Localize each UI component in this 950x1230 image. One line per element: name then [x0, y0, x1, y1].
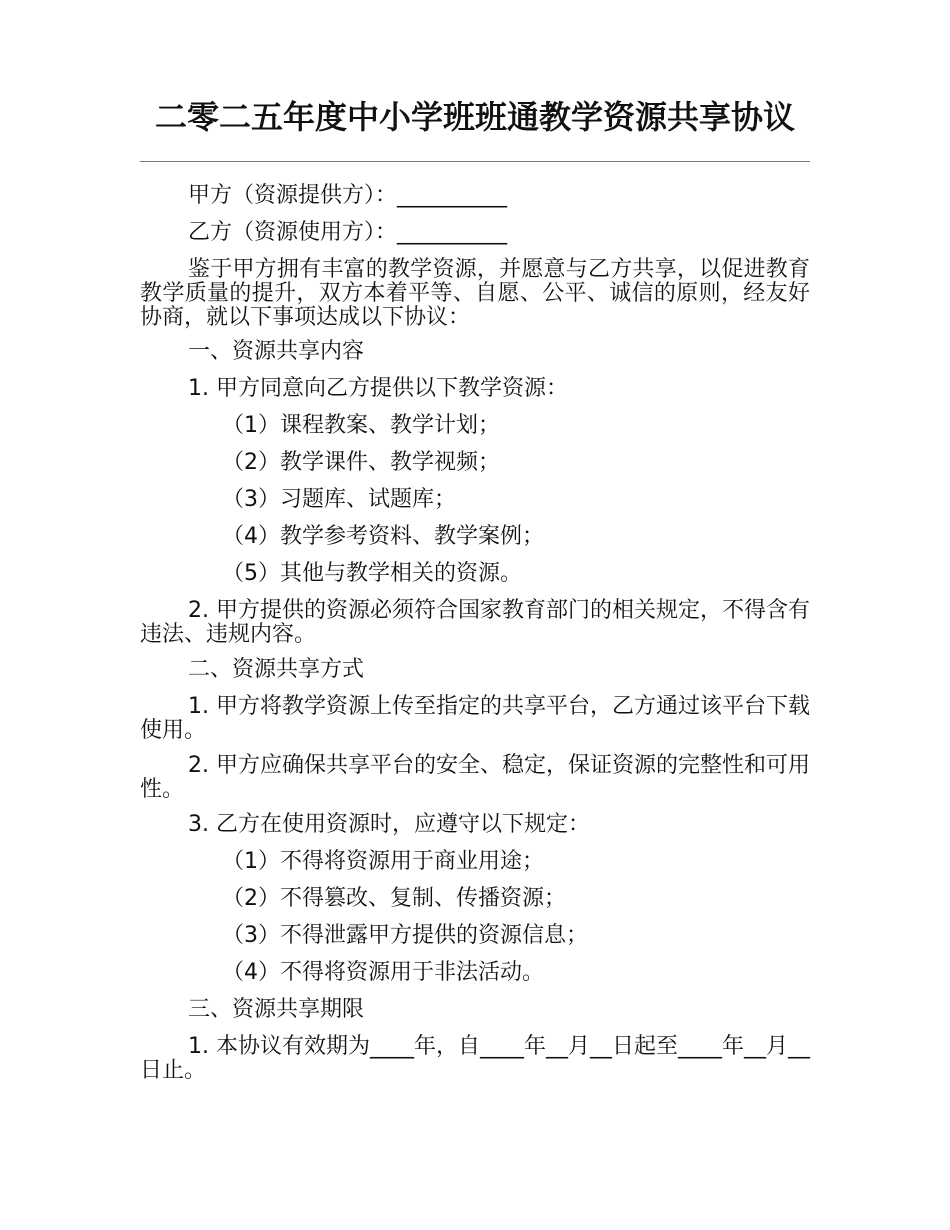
section-1-sub-item: （1）课程教案、教学计划；	[222, 413, 500, 438]
section-1-sub-item: （5）其他与教学相关的资源。	[222, 561, 522, 586]
section-2-item-2: 2. 甲方应确保共享平台的安全、稳定，保证资源的完整性和可用性。	[140, 753, 810, 802]
section-3-item-1: 1. 本协议有效期为____年，自____年__月__日起至____年__月__日止。	[140, 1034, 810, 1083]
section-2-sub-item: （3）不得泄露甲方提供的资源信息；	[222, 923, 588, 948]
section-1-item-2: 2. 甲方提供的资源必须符合国家教育部门的相关规定，不得含有违法、违规内容。	[140, 598, 810, 647]
document-title: 二零二五年度中小学班班通教学资源共享协议	[154, 98, 795, 136]
party-a-blank: __________	[397, 183, 508, 208]
section-2-sub-item: （2）不得篡改、复制、传播资源；	[222, 886, 566, 911]
party-b-line	[188, 221, 507, 245]
section-1-sub-item: （4）教学参考资料、教学案例；	[222, 524, 544, 549]
section-3-heading: 三、资源共享期限	[188, 997, 365, 1022]
party-a-label: 甲方（资源提供方）：	[188, 183, 398, 208]
section-1-item-1: 1. 甲方同意向乙方提供以下教学资源：	[188, 376, 568, 401]
section-2-item-3: 3. 乙方在使用资源时，应遵守以下规定：	[188, 812, 590, 837]
section-2-sub-item: （1）不得将资源用于商业用途；	[222, 849, 544, 874]
party-b-label: 乙方（资源使用方）：	[188, 220, 398, 245]
party-b-blank: __________	[397, 220, 508, 245]
section-2-heading: 二、资源共享方式	[188, 657, 365, 682]
title-divider	[140, 161, 810, 162]
preamble-paragraph: 鉴于甲方拥有丰富的教学资源，并愿意与乙方共享，以促进教育教学质量的提升，双方本着平等、自愿、公平、诚信的原则，经友好协商，就以下事项达成以下协议：	[140, 257, 810, 330]
section-2-sub-item: （4）不得将资源用于非法活动。	[222, 960, 544, 985]
section-1-sub-item: （3）习题库、试题库；	[222, 487, 456, 512]
section-1-sub-item: （2）教学课件、教学视频；	[222, 450, 500, 475]
section-1-heading: 一、资源共享内容	[188, 339, 365, 364]
party-a-line	[188, 184, 507, 208]
section-2-item-1: 1. 甲方将教学资源上传至指定的共享平台，乙方通过该平台下载使用。	[140, 694, 810, 743]
